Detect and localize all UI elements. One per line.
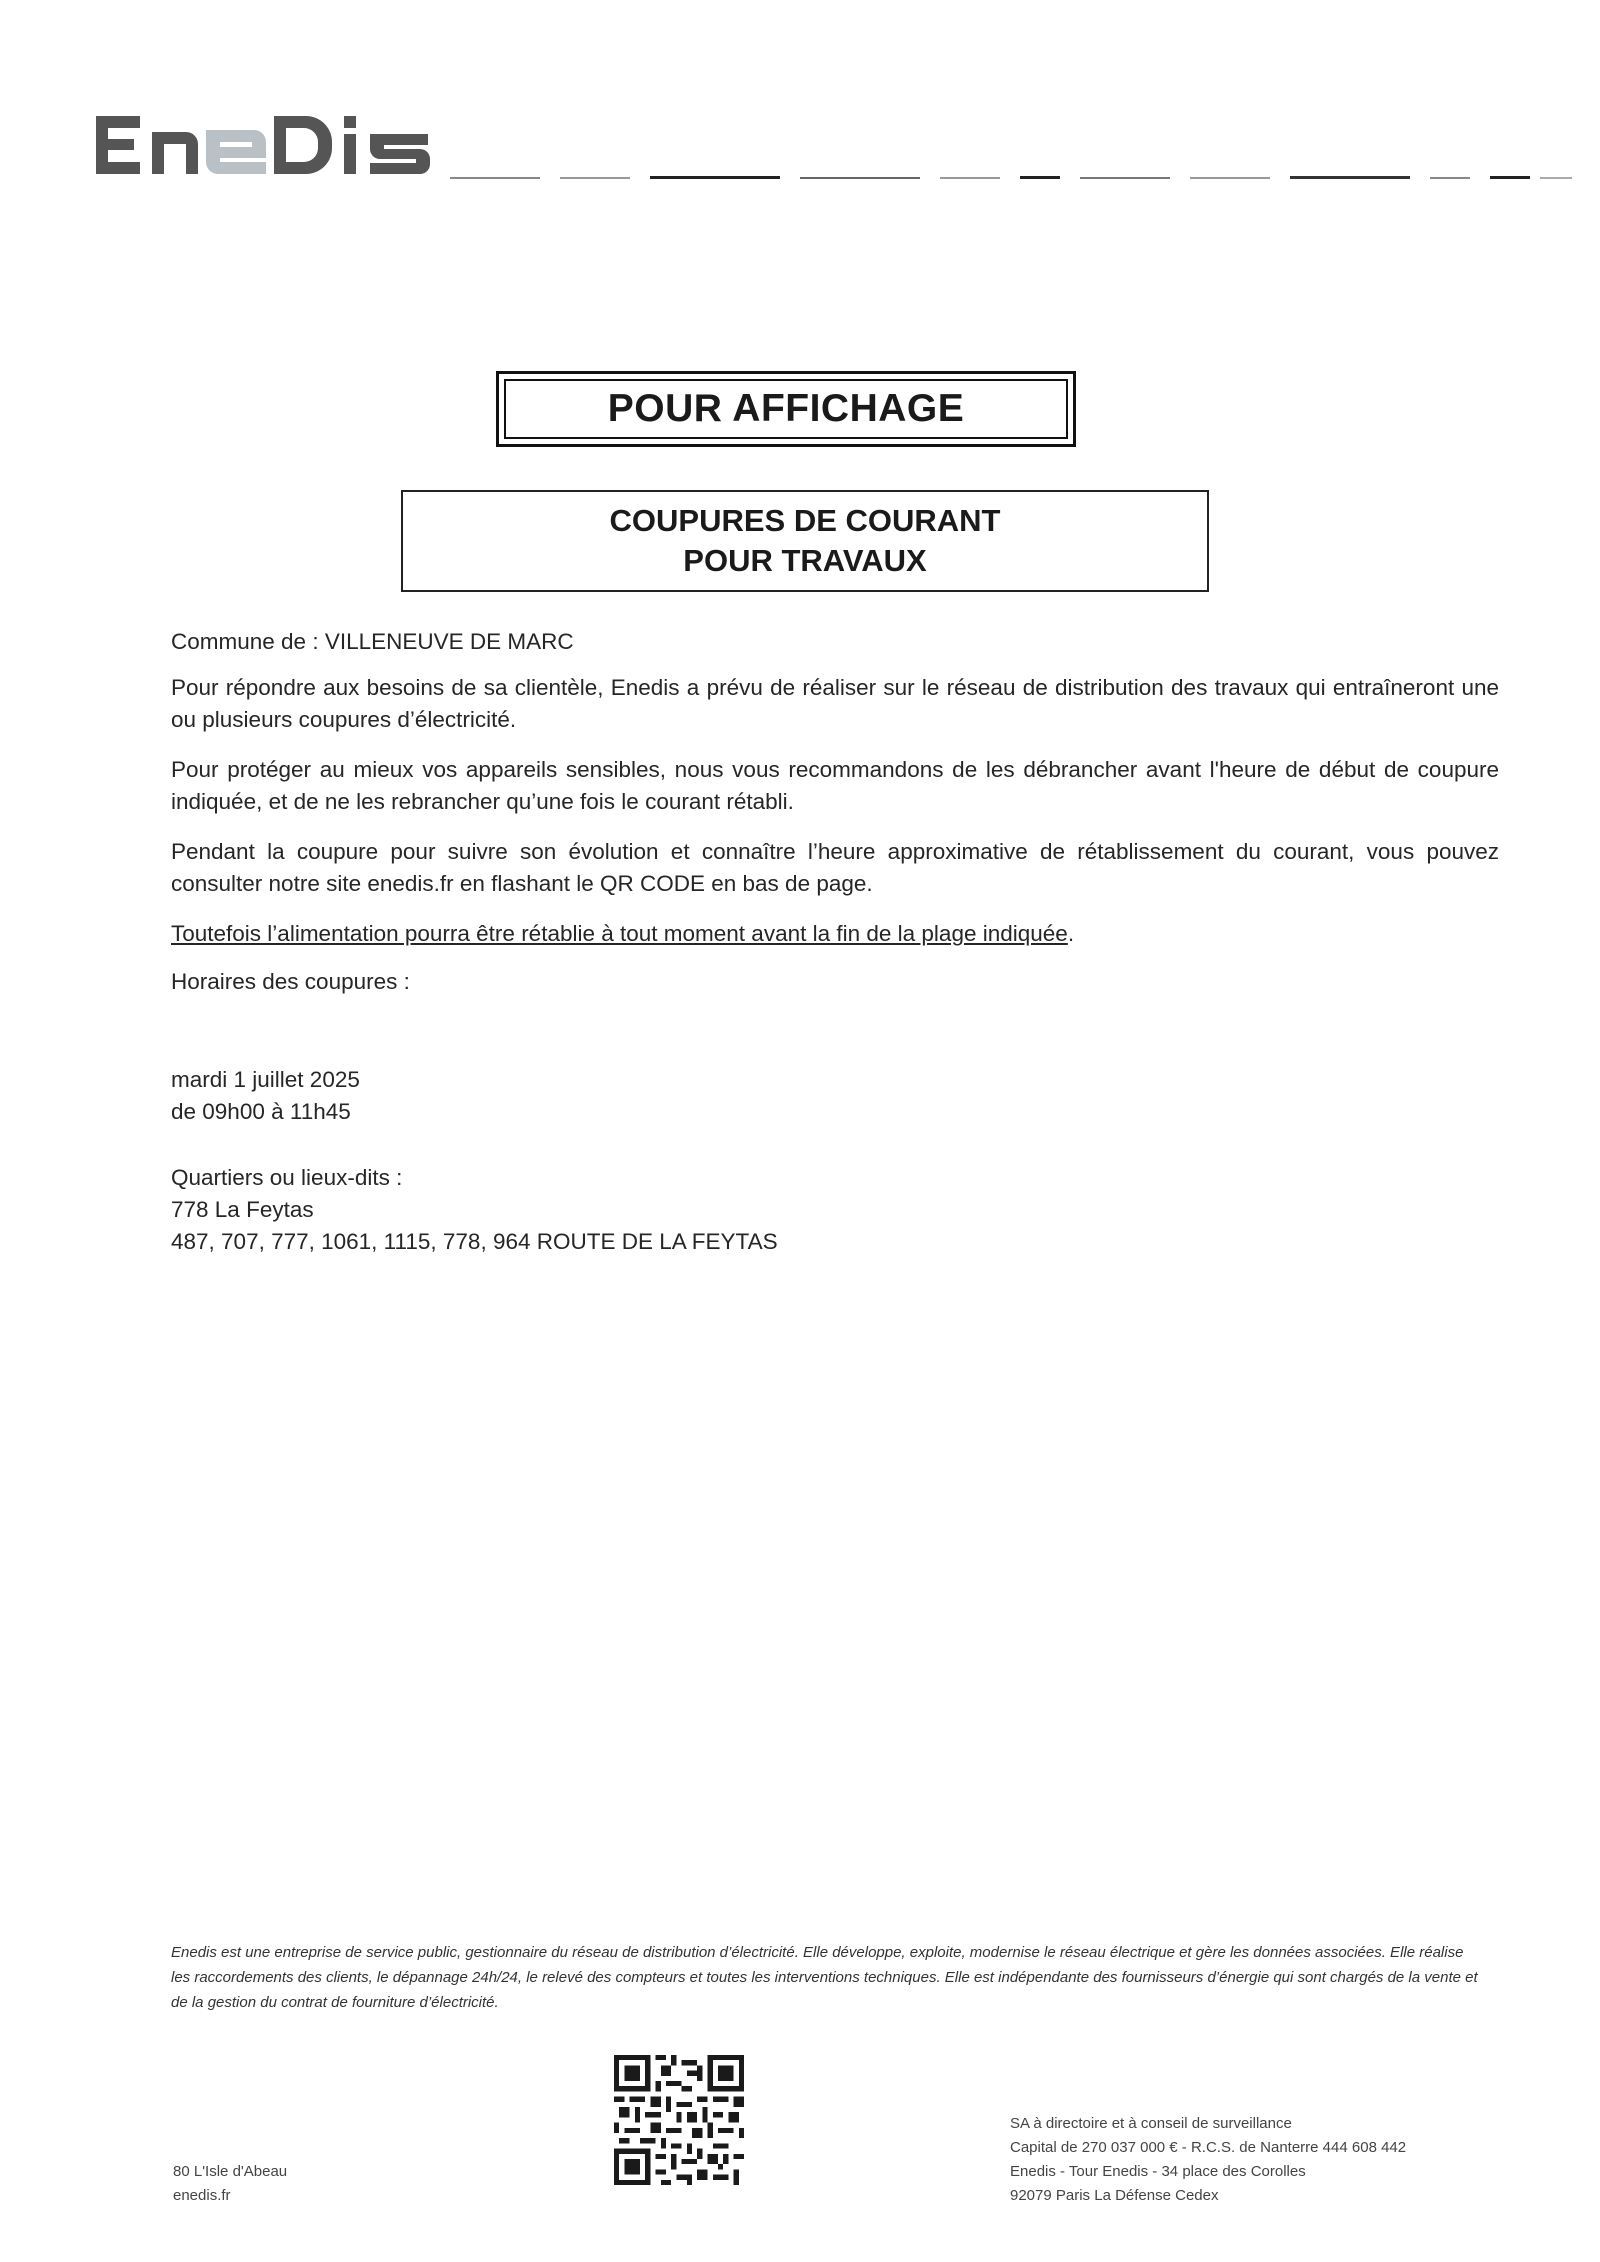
enedis-logo xyxy=(94,104,434,184)
footer-website-link[interactable]: enedis.fr xyxy=(173,2187,231,2204)
company-line: 92079 Paris La Défense Cedex xyxy=(1010,2187,1219,2204)
warning-end: . xyxy=(1067,921,1075,946)
footer-company-info xyxy=(1010,2112,1406,2208)
location-item: 778 La Feytas xyxy=(171,1197,314,1222)
commune-line: Commune de : VILLENEUVE DE MARC xyxy=(171,629,574,654)
qr-code-icon[interactable] xyxy=(614,2055,744,2185)
notice-title-box xyxy=(401,490,1209,592)
notice-title-line1: COUPURES DE COURANT xyxy=(609,503,1001,538)
header-rule xyxy=(450,176,1572,180)
warning-line xyxy=(171,918,1499,950)
footer-legal-text: Enedis est une entreprise de service public, gestionnaire du réseau de distribution d’électricité. Elle développe, exploite, modernise le réseau électrique et gère les données associées. Elle réalise les raccordements des clients, le dépannage 24h/24, le relevé des compteurs et toutes les interventions techniques. Elle est indépendante des fournisseurs d’énergie qui sont chargés de la vente et de la gestion du contrat de fourniture d’électricité. xyxy=(171,1944,1478,2011)
locations-heading: Quartiers ou lieux-dits : xyxy=(171,1165,403,1190)
company-line: Enedis - Tour Enedis - 34 place des Corolles xyxy=(1010,2163,1306,2180)
company-line: Capital de 270 037 000 € - R.C.S. de Nanterre 444 608 442 xyxy=(1010,2139,1407,2156)
warning-text: Toutefois l’alimentation pourra être rétablie à tout moment avant la fin de la plage indiquée xyxy=(171,921,1068,946)
paragraph-advice: Pour protéger au mieux vos appareils sensibles, nous vous recommandons de les débrancher avant l'heure de début de coupure indiquée, et de ne les rebrancher qu’une fois le courant rétabli. xyxy=(171,757,1499,814)
paragraph-followup: Pendant la coupure pour suivre son évolution et connaître l’heure approximative de rétablissement du courant, vous pouvez consulter notre site enedis.fr en flashant le QR CODE en bas de page. xyxy=(171,839,1499,896)
schedule-date: mardi 1 juillet 2025 xyxy=(171,1067,360,1092)
location-item: 487, 707, 777, 1061, 1115, 778, 964 ROUTE DE LA FEYTAS xyxy=(171,1229,778,1254)
company-line: SA à directoire et à conseil de surveillance xyxy=(1010,2115,1292,2132)
notice-title-line2: POUR TRAVAUX xyxy=(683,543,927,578)
affichage-title: POUR AFFICHAGE xyxy=(504,379,1068,439)
schedule-time: de 09h00 à 11h45 xyxy=(171,1099,351,1124)
footer-city: 80 L'Isle d'Abeau xyxy=(173,2163,288,2180)
affichage-banner xyxy=(496,371,1076,447)
footer-address-left xyxy=(173,2160,287,2208)
paragraph-intro: Pour répondre aux besoins de sa clientèle, Enedis a prévu de réaliser sur le réseau de distribution des travaux qui entraîneront une ou plusieurs coupures d’électricité. xyxy=(171,675,1499,732)
schedule-heading: Horaires des coupures : xyxy=(171,969,410,994)
